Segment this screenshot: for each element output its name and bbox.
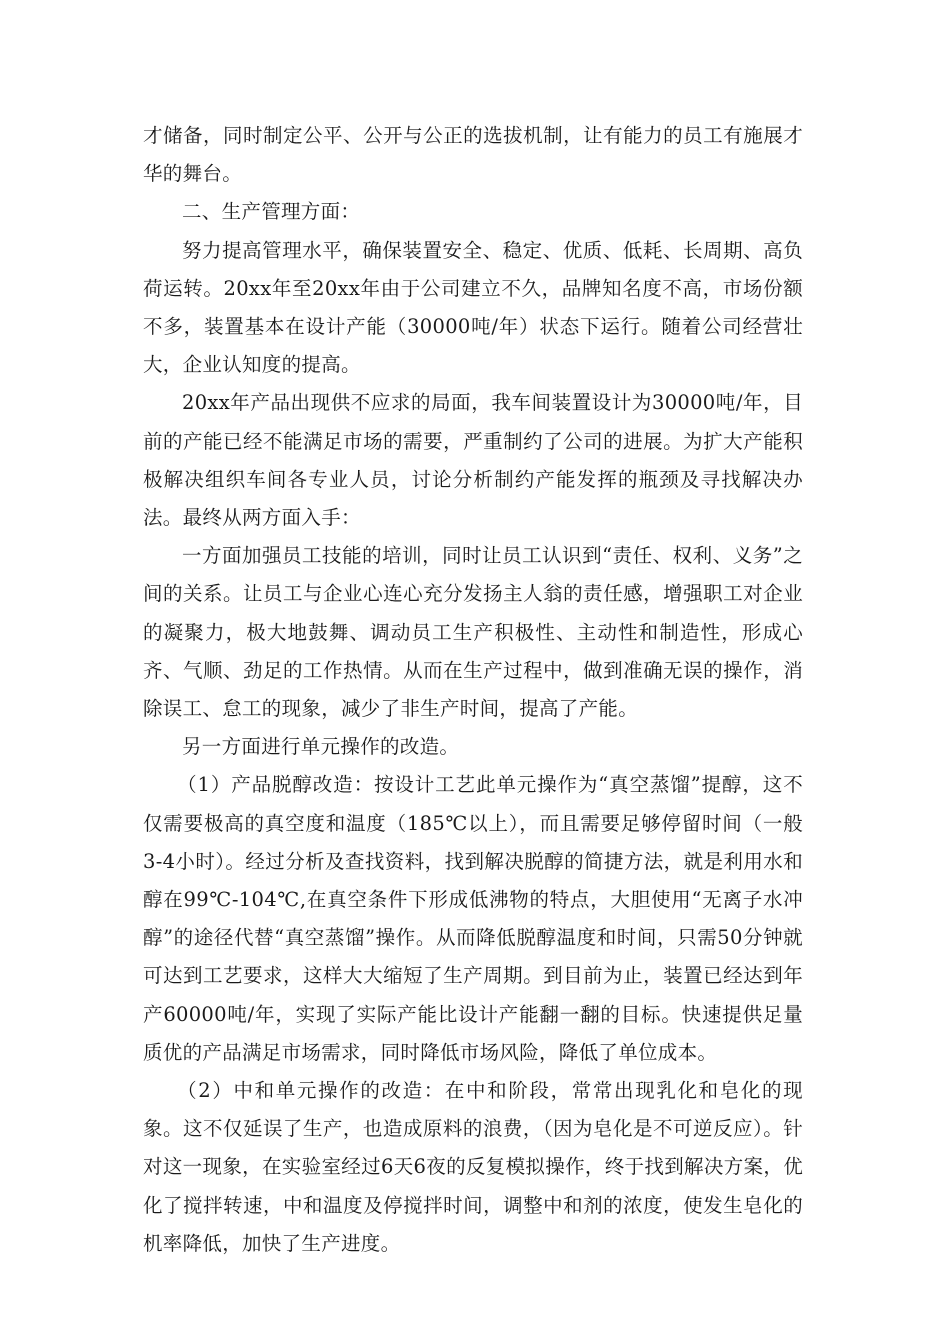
- paragraph-neutralization: （2）中和单元操作的改造：在中和阶段，常常出现乳化和皂化的现象。这不仅延误了生产，也造成原料的浪费，（因为皂化是不可逆反应）。针对这一现象，在实验室经过6天6夜的反复模拟操作，终于找到解决方案，优化了搅拌转速，中和温度及停搅拌时间，调整中和剂的浓度，使发生皂化的机率降低，加快了生产进度。: [143, 1079, 803, 1255]
- paragraph-continued: 才储备，同时制定公平、公开与公正的选拔机制，让有能力的员工有施展才华的舞台。: [143, 124, 803, 186]
- paragraph-capacity-demand: 20xx年产品出现供不应求的局面，我车间装置设计为30000吨/年，目前的产能已经不能满足市场的需要，严重制约了公司的进展。为扩大产能积极解决组织车间各专业人员，讨论分析制约产能发挥的瓶颈及寻找解决办法。最终从两方面入手：: [143, 391, 803, 530]
- paragraph-management-level: 努力提高管理水平，确保装置安全、稳定、优质、低耗、长周期、高负荷运转。20xx年至20xx年由于公司建立不久，品牌知名度不高，市场份额不多，装置基本在设计产能（30000吨/年）状态下运行。随着公司经营壮大，企业认知度的提高。: [143, 238, 803, 377]
- document-body: [143, 117, 803, 1263]
- paragraph-dealcoholization: （1）产品脱醇改造：按设计工艺此单元操作为“真空蒸馏”提醇，这不仅需要极高的真空度和温度（185℃以上），而且需要足够停留时间（一般3-4小时）。经过分析及查找资料，找到解决脱醇的简捷方法，就是利用水和醇在99℃-104℃,在真空条件下形成低沸物的特点，大胆使用“无离子水冲醇”的途径代替“真空蒸馏”操作。从而降低脱醇温度和时间，只需50分钟就可达到工艺要求，这样大大缩短了生产周期。到目前为止，装置已经达到年产60000吨/年，实现了实际产能比设计产能翻一翻的目标。快速提供足量质优的产品满足市场需求，同时降低市场风险，降低了单位成本。: [143, 773, 803, 1064]
- paragraph-staff-training: 一方面加强员工技能的培训，同时让员工认识到“责任、权利、义务”之间的关系。让员工与企业心连心充分发扬主人翁的责任感，增强职工对企业的凝聚力，极大地鼓舞、调动员工生产积极性、主动性和制造性，形成心齐、气顺、劲足的工作热情。从而在生产过程中，做到准确无误的操作，消除误工、怠工的现象，减少了非生产时间，提高了产能。: [143, 544, 803, 721]
- paragraph-unit-operation-intro: 另一方面进行单元操作的改造。: [182, 735, 460, 759]
- section-heading-production-management: 二、生产管理方面：: [182, 200, 361, 224]
